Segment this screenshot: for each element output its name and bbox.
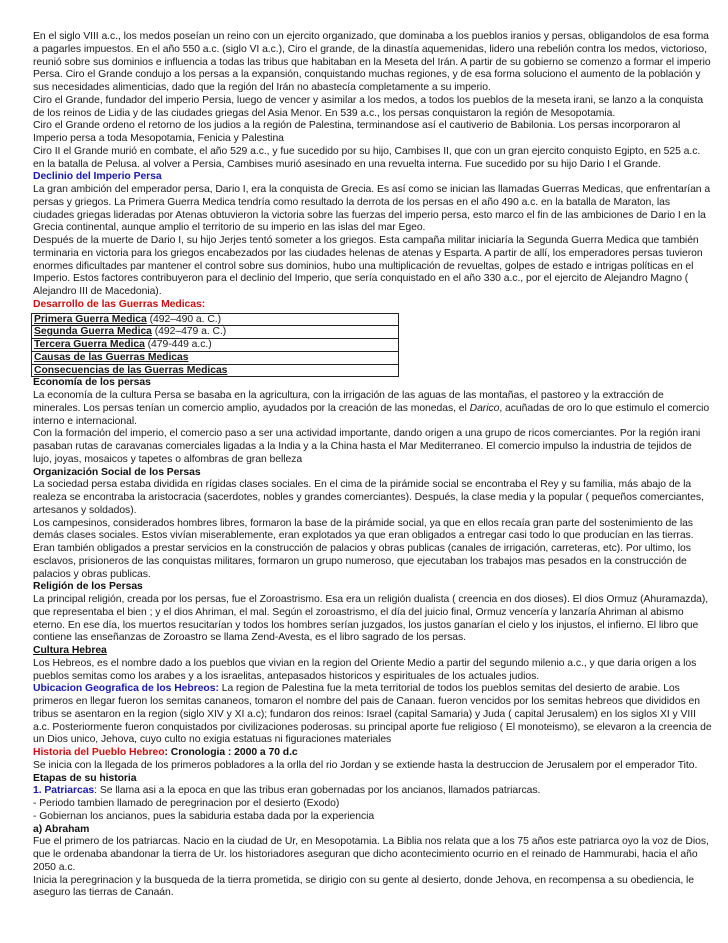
link-causas[interactable]: Causas de las Guerras Medicas (32, 352, 398, 365)
link-tercera-guerra[interactable]: Tercera Guerra Medica (479-449 a.c.) (32, 339, 398, 352)
paragraph-campesinos: Los campesinos, considerados hombres libres, formaron la base de la pirámide social, ya que en ellos recaía gran parte del sostenimiento de las demás clases sociales. Estos vivían miserablemente, eran explotados ya que eran obligados a entregar casi todo lo que producían en las tierras. Eran también obligados a prestar servicios en la construcción de palacios y obras publicas (canales de irrigación, carreteras, etc). Por ultimo, los esclavos, prisioneros de las conquistas militares, formaron un grupo numeroso, que ejecutaban los trabajos mas pesados en la construcción de palacios y obras publicas. (33, 517, 694, 580)
paragraph-jerjes: Después de la muerte de Dario I, su hijo Jerjes tentó someter a los griegos. Esta campaña militar iniciaría la Segunda Guerra Medica que también terminaria en victoria para los griegos encabezados por las ciudades helenas de atenas y Esparta. A partir de allí, los emperadores persas tuvieron enormes dificultades par mantener el control sobre sus dominios, hubo una multiplicación de revueltas, golpes de estado e intrigas políticas en el Imperio. Estos factores contribuyeron para el declinio del Imperio, que sería conquistado en el año 330 a.c., por el ejercito de Alejandro Magno ( Alejandro III de Macedonia). (33, 235, 703, 297)
guerras-medicas-link-table (31, 313, 399, 378)
list-item-exodo: - Periodo tambien llamado de peregrinacion por el desierto (Exodo) (33, 798, 340, 810)
paragraph-medos: En el siglo VIII a.c., los medos poseían un reino con un ejercito organizado, que dominaba a los pueblos iranios y persas, obligandolos de esa forma a pagarles impuestos. En el año 550 a.c. (siglo VI a.c.), Ciro el grande, de la dinastía aquemenidas, lidero una rebelión contra los medos, victorioso, reunió sobre sus dominios e influencia a todas las tribus que habitaban en la Meseta del Irán. A partir de su gobierno se comenzo a formar el imperio Persa. Ciro el Grande condujo a los persas a la expansión, conquistando muchas regiones, y de esa forma soluciono el aumento de la población y sus necesidades alimenticias, dado que la región del Irán no abastecía completamente a su imperio. (33, 31, 711, 93)
paragraph-ciro-conquista: Ciro el Grande, fundador del imperio Persia, luego de vencer y asimilar a los medos, a todos los pueblos de la meseta irani, se lanzo a la conquista de los reinos de Lidia y de las ciudades griegas del Asia Menor. En 539 a.c., los persas conquistaron la región de Mesopotamia. (33, 94, 704, 119)
paragraph-hebreos: Los Hebreos, es el nombre dado a los pueblos que vivian en la region del Oriente Medio a partir del segundo milenio a.c., y que daria origen a los pueblos semitas como los arabes y a los israelitas, antepasados historicos y espirituales de los actuales judios. (33, 657, 697, 682)
heading-ubicacion: Ubicacion Geografica de los Hebreos: (33, 683, 219, 695)
link-primera-guerra[interactable]: Primera Guerra Medica (492–490 a. C.) (32, 314, 398, 327)
darico-term: Darico (469, 402, 500, 414)
heading-declinio: Declinio del Imperio Persa (33, 171, 162, 183)
paragraph-comercio: Con la formación del imperio, el comercio paso a ser una actividad importante, dando origen a una grupo de ricos comerciantes. Por la región irani pasaban rutas de caravanas comerciales ligadas a la India y a la China hasta el Mar Mediterraneo. El comercio impulso la industria de tejidos de lujo, joyas, mosaicos y tapetes o alfombras de gran belleza (33, 428, 701, 465)
document-body (33, 31, 713, 900)
paragraph-economia: La economía de la cultura Persa se basaba en la agricultura, con la irrigación de las aguas de las montañas, el pastoreo y la extracción de minerales. Los persas tenían un comercio amplio, ayudados por la creación de las monedas, el Darico, acuñadas de oro lo que estimulo el comercio interno e internacional. (33, 390, 710, 427)
heading-abraham: a) Abraham (33, 823, 90, 835)
paragraph-zoroastrismo: La principal religión, creada por los persas, fue el Zoroastrismo. Esa era un religión dualista ( creencia en dos dioses). El dios Ormuz (Ahuramazda), que representaba el bien ; y el dios Ahriman, el mal. Según el zoroastrismo, el día del juicio final, Ormuz vencería y lanzaría Ahriman al abismo eterno. En ese día, los muertos resucitarían y todos los hombres serían juzgados, los justos ganarían el cielo y los injustos, el infierno. El libro que contiene las enseñanzas de Zoroastro se llama Zend-Avesta, es el libro sagrado de los persas. (33, 594, 709, 644)
link-consecuencias[interactable]: Consecuencias de las Guerras Medicas (34, 364, 228, 376)
heading-religion: Religión de los Persas (33, 581, 143, 593)
paragraph-ciro-judios: Ciro el Grande ordeno el retorno de los judios a la región de Palestina, terminandose así el cautiverio de Babilonia. Los persas incorporaron al Imperio persa a toda Mesopotamia, Fenicia y Palestina (33, 120, 681, 144)
heading-organizacion: Organización Social de los Persas (33, 466, 201, 478)
heading-cultura-hebrea: Cultura Hebrea (33, 645, 107, 657)
paragraph-dario: La gran ambición del emperador persa, Dario I, era la conquista de Grecia. Es así como se inician las llamadas Guerras Medicas, que enfrentarían a persas y griegos. La Primera Guerra Medica tendría como resultado la derrota de los persas en el año 490 a.c. en la batalla de Maraton, las ciudades griegas lideradas por Atenas obtuvieron la victoria sobre las fuerzas del imperio persa, esto marco el fin de las ambiciones de Dario I en la Grecia continental, aunque amplio el territorio de su imperio en las islas del mar Egeo. (33, 184, 711, 234)
paragraph-cambises: Ciro II el Grande murió en combate, el año 529 a.c., y fue sucedido por su hijo, Cambises II, que con un gran ejercito conquisto Egipto, en 525 a.c. en la batalla de Pelusa. al volver a Persia, Cambises murió asesinado en una revuelta interna. Fue sucedido por su hijo Dario I el Grande. (33, 145, 701, 170)
paragraph-patriarcas: 1. Patriarcas: Se llama asi a la epoca en que las tribus eran gobernadas por los ancianos, llamados patriarcas. (33, 785, 541, 797)
link-segunda-guerra[interactable]: Segunda Guerra Medica (492–479 a. C.) (32, 326, 398, 339)
paragraph-jordan: Se inicia con la llegada de los primeros pobladores a la orlla del rio Jordan y se extiende hasta la destruccion de Jerusalem por el emperador Tito. (33, 759, 698, 771)
paragraph-sociedad: La sociedad persa estaba dividida en rígidas clases sociales. En el cima de la pirámide social se encontraba el Rey y su familia, más abajo de la realeza se encontraba la aristocracia (sacerdotes, nobles y grandes comerciantes). Después, la clase media y la popular ( pequeños comerciantes, artesanos y soldados). (33, 479, 704, 516)
heading-desarrollo: Desarrollo de las Guerras Medicas: (33, 298, 206, 310)
link-patriarcas[interactable]: 1. Patriarcas (33, 785, 95, 797)
heading-etapas: Etapas de su historia (33, 772, 137, 784)
heading-economia: Economía de los persas (33, 377, 151, 389)
heading-historia: Historia del Pueblo Hebreo: Cronologia : 2000 a 70 d.c (33, 747, 298, 759)
paragraph-abraham: Fue el primero de los patriarcas. Nacio en la ciudad de Ur, en Mesopotamia. La Biblia nos relata que a los 75 años este patriarca oyo la voz de Dios, que le ordenaba abandonar la tierra de Ur. los historiadores aseguran que dicho acontecimiento ocurrio en el reinado de Hammurabi, hacia el año 2050 a.c. (33, 836, 709, 873)
paragraph-peregrinacion: Inicia la peregrinacion y la busqueda de la tierra prometida, se dirigio con su gente al desierto, donde Jehova, en recompensa a su obediencia, le aseguro las tierras de Canaán. (33, 874, 695, 899)
paragraph-ubicacion: Ubicacion Geografica de los Hebreos: La region de Palestina fue la meta territorial de todos los pueblos semitas del desierto de arabie. Los primeros en llegar fueron los semitas cananeos, tomaron el nombre del pais de Canaan. fueron vencidos por los semitas hebreos que divididos en tribus se asentaron en la region (siglo XIV y XI a.c); fundaron dos reinos: Israel (capital Samaria) y Juda ( capital Jerusalem) en los siglos XI y VIII a.c. Posteriormente fueron conquistados por civilizaciones poderosas. su principal aporte fue religioso ( El monoteismo), se elevaron a la creencia de un Dios unico, Jehova, cuyo culto no exigia estatuas ni figuraciones materiales (33, 683, 712, 746)
list-item-ancianos: - Gobiernan los ancianos, pues la sabiduria estaba dada por la experiencia (33, 810, 375, 822)
